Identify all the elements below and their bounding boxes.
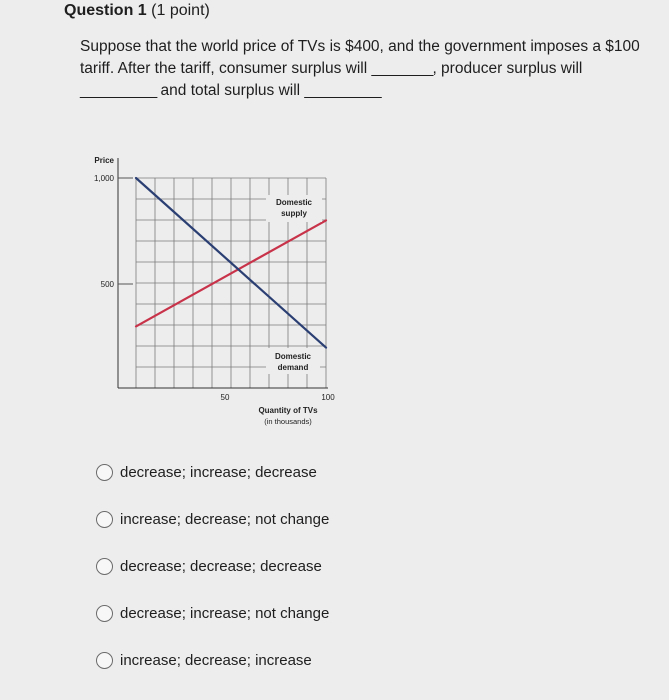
answer-option[interactable] xyxy=(96,556,329,576)
option-label: decrease; increase; decrease xyxy=(120,463,317,481)
question-prompt xyxy=(80,36,650,102)
prompt-text-1: Suppose that the world price of TVs is $400, and the government imposes a $100 tariff. After the tariff, consumer surplus will xyxy=(80,38,640,77)
blank-3: __________ xyxy=(304,82,381,99)
option-label: increase; decrease; increase xyxy=(120,651,312,669)
answer-option[interactable] xyxy=(96,603,329,623)
radio-button[interactable] xyxy=(96,605,113,622)
demand-label-line1: Domestic xyxy=(274,352,312,361)
prompt-text-2: , producer surplus will xyxy=(432,60,583,77)
supply-label-line1: Domestic xyxy=(275,198,313,207)
option-label: decrease; increase; not change xyxy=(120,604,330,622)
radio-button[interactable] xyxy=(96,511,113,528)
x-axis-label: Quantity of TVs xyxy=(258,406,318,415)
option-label: increase; decrease; not change xyxy=(120,510,330,528)
y-tick-500: 500 xyxy=(100,280,114,289)
supply-demand-chart xyxy=(78,148,348,438)
demand-label-line2: demand xyxy=(277,363,309,372)
radio-button[interactable] xyxy=(96,558,113,575)
prompt-text-3: and total surplus will xyxy=(160,82,301,99)
radio-button[interactable] xyxy=(96,652,113,669)
question-points: (1 point) xyxy=(151,2,210,19)
y-axis-label: Price xyxy=(94,156,114,165)
answer-options xyxy=(96,462,329,697)
answer-option[interactable] xyxy=(96,462,329,482)
question-header xyxy=(64,2,210,20)
option-label: decrease; decrease; decrease xyxy=(120,557,322,575)
x-axis-sublabel: (in thousands) xyxy=(264,417,312,426)
radio-button[interactable] xyxy=(96,464,113,481)
x-tick-100: 100 xyxy=(321,393,335,402)
y-tick-1000: 1,000 xyxy=(93,174,114,183)
blank-2: __________ xyxy=(80,82,157,99)
question-number: Question 1 xyxy=(64,2,147,19)
supply-label-line2: supply xyxy=(281,209,307,218)
answer-option[interactable] xyxy=(96,650,329,670)
answer-option[interactable] xyxy=(96,509,329,529)
x-tick-50: 50 xyxy=(220,393,230,402)
blank-1: ________ xyxy=(371,60,433,77)
